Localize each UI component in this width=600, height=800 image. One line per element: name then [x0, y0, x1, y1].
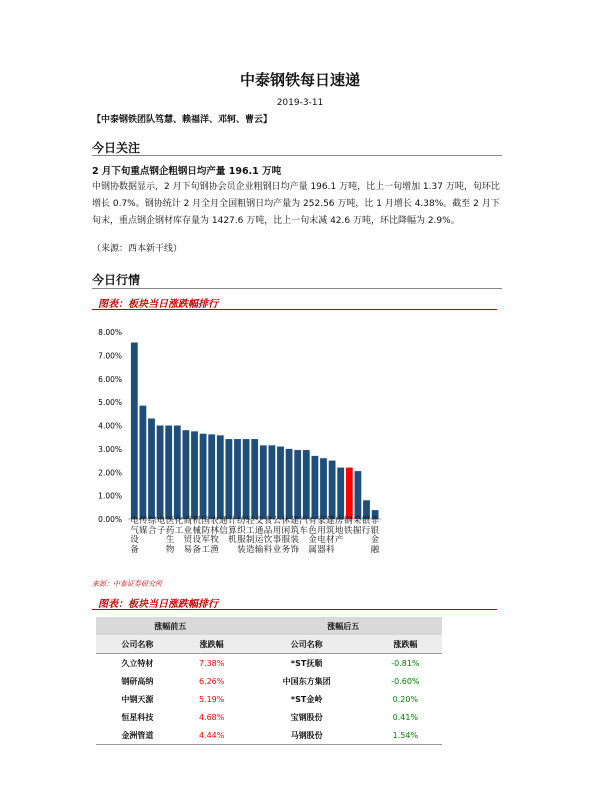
news-source: （来源：西本新干线） [92, 244, 183, 254]
chart-bar [277, 447, 284, 519]
figure-caption-2: 图表：板块当日涨跌幅排行 [98, 599, 218, 610]
table-header-bottom: 涨幅后五 [245, 617, 442, 635]
x-tick-label: 家用电器 [317, 516, 326, 555]
chart-bar [286, 449, 293, 519]
figure-caption-rule-2 [92, 609, 497, 610]
top-bottom-five-table [96, 617, 442, 745]
chart-bar [251, 439, 258, 519]
x-tick-label: 建筑装饰 [290, 516, 300, 555]
col-company-top: 公司名称 [96, 635, 179, 654]
chart-bar [165, 426, 172, 520]
x-tick-label: 商业贸易 [183, 516, 193, 555]
table-row [96, 690, 442, 708]
chart-bar [303, 450, 310, 519]
x-tick-label: 国防军工 [201, 516, 210, 555]
x-tick-label: 钢铁 [343, 516, 353, 536]
x-tick-label: 公用事业 [272, 516, 282, 555]
y-tick-label: 3.00% [98, 444, 122, 454]
x-tick-label: 综合 [148, 516, 157, 536]
chart-bar [208, 434, 215, 519]
top-company: 中钢天源 [121, 694, 154, 704]
bottom-change: 1.54% [369, 726, 442, 745]
table-row [96, 708, 442, 726]
chart-bar [337, 468, 344, 519]
x-tick-label: 机械设备 [192, 516, 202, 555]
chart-bar [226, 439, 233, 519]
col-change-bottom: 涨跌幅 [369, 635, 442, 654]
x-tick-label: 交通运输 [254, 516, 264, 555]
chart-bar [260, 445, 267, 519]
x-tick-label: 建筑材料 [326, 516, 335, 555]
x-tick-label: 房地产 [335, 516, 344, 545]
y-tick-label: 1.00% [98, 491, 122, 501]
report-date: 2019-3-11 [276, 98, 324, 108]
chart-bar [183, 430, 190, 519]
x-tick-label: 化工 [174, 516, 184, 536]
top-company: 久立特材 [121, 658, 154, 668]
x-tick-label: 电子 [156, 516, 166, 536]
table-row [96, 672, 442, 690]
table-row [96, 726, 442, 745]
chart-bar [234, 439, 241, 519]
x-tick-label: 农林牧渔 [210, 516, 219, 555]
x-tick-label: 计算机 [228, 516, 237, 545]
top-change: 4.44% [179, 726, 245, 745]
top-change: 5.19% [198, 694, 225, 704]
col-company-bottom: 公司名称 [245, 635, 369, 654]
bottom-company: *ST金岭 [290, 694, 323, 704]
chart-bar [131, 343, 138, 519]
news-title: 2 月下旬重点钢企粗钢日均产量 196.1 万吨 [92, 166, 282, 177]
x-tick-label: 传媒 [139, 516, 148, 536]
x-tick-label: 通信 [219, 516, 228, 536]
table-header-top: 涨幅前五 [96, 617, 245, 635]
y-tick-label: 4.00% [98, 421, 122, 431]
x-tick-label: 轻工制造 [245, 516, 255, 555]
chart-bar [174, 426, 181, 520]
y-tick-label: 8.00% [98, 328, 122, 337]
top-change: 4.68% [198, 712, 225, 722]
chart-bar [269, 445, 276, 519]
top-company: 金洲管道 [96, 726, 179, 745]
x-tick-label: 银行 [361, 516, 371, 536]
x-tick-label: 休闲服务 [281, 516, 291, 555]
chart-bar [191, 431, 198, 519]
top-change: 7.38% [198, 658, 225, 668]
x-tick-label: 汽车 [299, 516, 308, 536]
bottom-company: 宝钢股份 [290, 712, 323, 722]
bottom-company: 中国东方集团 [282, 676, 331, 686]
chart-bar [346, 468, 353, 519]
figure-caption-bar-2 [92, 594, 497, 610]
chart-bar [217, 435, 224, 519]
top-change: 6.26% [198, 676, 225, 686]
top-company: 钢研高纳 [121, 676, 154, 686]
top-company: 恒星科技 [121, 712, 154, 722]
report-title: 中泰钢铁每日速递 [239, 71, 360, 89]
bottom-change: 0.20% [392, 694, 419, 704]
team-line: 【中泰钢铁团队笃慧、赖福洋、邓轲、曹云】 [92, 115, 273, 125]
chart-bar [140, 406, 147, 519]
x-tick-label: 纺织服装 [237, 516, 246, 555]
bottom-change: -0.81% [391, 658, 420, 668]
x-tick-label: 医药生物 [165, 516, 175, 555]
bottom-change: -0.60% [391, 676, 420, 686]
y-tick-label: 2.00% [98, 468, 122, 478]
x-tick-label: 采掘 [352, 516, 362, 536]
chart-bar [294, 450, 301, 519]
figure-caption-1: 图表：板块当日涨跌幅排行 [98, 299, 218, 310]
x-tick-label: 有色金属 [308, 516, 317, 555]
y-tick-label: 7.00% [98, 351, 122, 361]
chart-bar [243, 439, 250, 519]
bottom-company: 马钢股份 [245, 726, 369, 745]
y-tick-label: 5.00% [98, 398, 122, 408]
chart-bar [329, 461, 336, 519]
x-tick-label: 电气设备 [130, 516, 139, 555]
y-tick-label: 0.00% [98, 515, 122, 524]
chart-bar [355, 471, 362, 519]
y-tick-label: 6.00% [98, 374, 122, 384]
chart-bar [312, 456, 319, 519]
news-body: 中钢协数据显示，2 月下旬钢协会员企业粗钢日均产量 196.1 万吨，比上一旬增加 1.37 万吨，旬环比增长 0.7%。钢协统计 2 月全月全国粗钢日均产量为 252.56 万吨，比 1 月增长 4.38%。截至 2 月下旬末，重点钢企钢材库存量为 1427.6 万吨，比上一旬末减 42.6 万吨，环比降幅为 2.9%。 [92, 182, 500, 226]
chart-bar [320, 458, 327, 519]
x-tick-label: 非银金融 [370, 516, 380, 555]
section-heading-focus: 今日关注 [92, 141, 141, 155]
bottom-company: *ST抚顺 [290, 658, 323, 668]
section-heading-market: 今日行情 [92, 273, 141, 287]
chart-bar [148, 418, 155, 519]
table-row [96, 654, 442, 673]
chart-bar [200, 434, 207, 519]
figure-source: 来源：中泰证券研究所 [92, 580, 162, 588]
chart-bar [157, 426, 164, 520]
col-change-top: 涨跌幅 [179, 635, 245, 654]
bottom-change: 0.41% [392, 712, 419, 722]
x-tick-label: 食品饮料 [263, 516, 273, 555]
